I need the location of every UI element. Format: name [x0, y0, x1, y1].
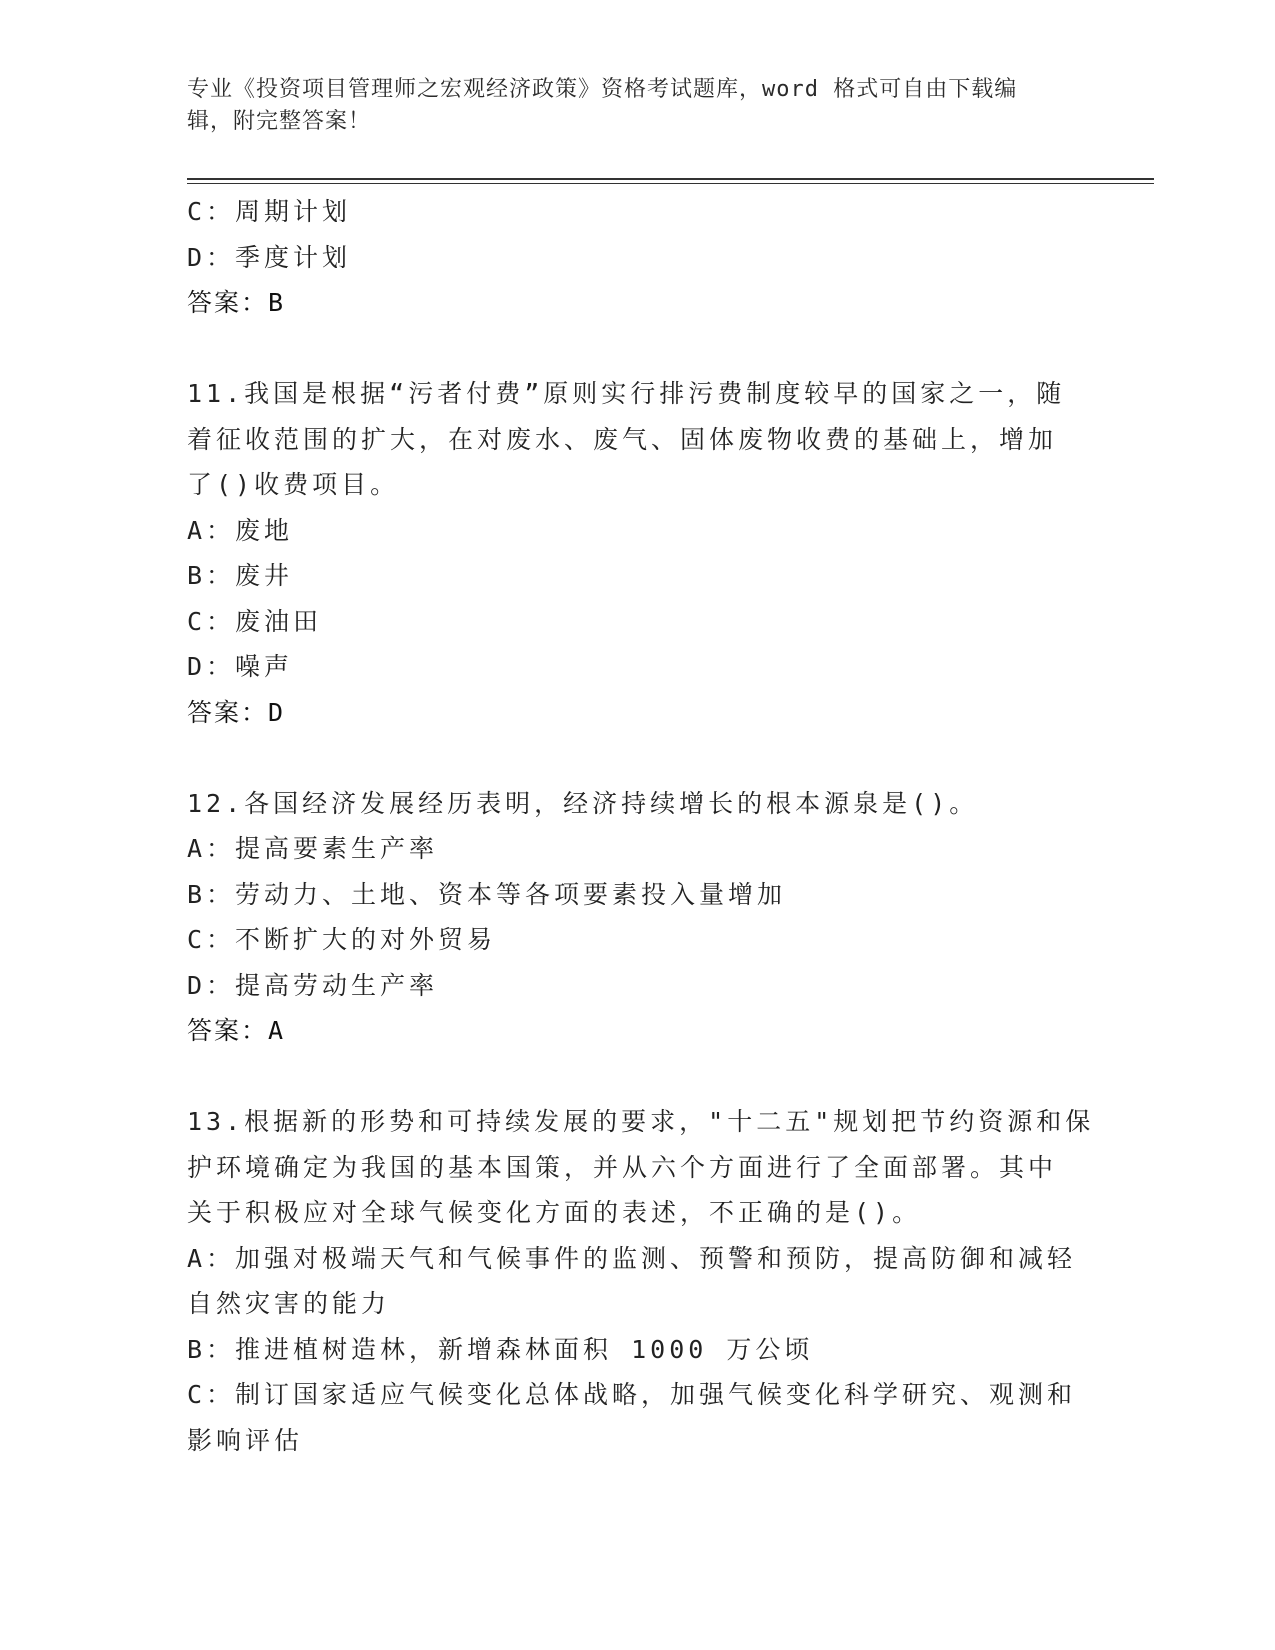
- option-a: A：加强对极端天气和气候事件的监测、预警和预防，提高防御和减轻: [187, 1243, 1077, 1273]
- question-stem: 了()收费项目。: [187, 470, 400, 499]
- page-header: [187, 74, 1087, 138]
- answer-value: D: [268, 697, 286, 727]
- option-b: B：废井: [187, 561, 294, 590]
- option-a-continued: 自然灾害的能力: [187, 1289, 391, 1318]
- question-13: [187, 1099, 1095, 1463]
- answer-line: [187, 280, 1087, 326]
- option-c: C：不断扩大的对外贸易: [187, 925, 497, 954]
- question-stem: 关于积极应对全球气候变化方面的表述，不正确的是()。: [187, 1198, 922, 1227]
- answer-label: 答案：: [187, 697, 269, 727]
- question-stem: 护环境确定为我国的基本国策，并从六个方面进行了全面部署。其中: [187, 1152, 1058, 1182]
- spacer: [187, 735, 1087, 781]
- option-d: D：提高劳动生产率: [187, 970, 439, 1000]
- option-b: B：推进植树造林，新增森林面积 1000 万公顷: [187, 1334, 814, 1364]
- option-c: C：周期计划: [187, 197, 352, 226]
- question-10-tail: [187, 189, 1087, 326]
- question-12: [187, 781, 1087, 1054]
- option-a: A：废地: [187, 515, 294, 545]
- question-stem: 12.各国经济发展经历表明，经济持续增长的根本源泉是()。: [187, 788, 979, 818]
- answer-line: [187, 690, 1087, 736]
- option-c: C：制订国家适应气候变化总体战略，加强气候变化科学研究、观测和: [187, 1380, 1077, 1409]
- option-d: D：季度计划: [187, 242, 352, 272]
- document-body: [187, 189, 1095, 1463]
- answer-label: 答案：: [187, 1016, 269, 1045]
- header-line: 专业《投资项目管理师之宏观经济政策》资格考试题库，word 格式可自由下载编: [187, 77, 1018, 102]
- answer-value: B: [268, 288, 286, 317]
- answer-line: [187, 1008, 1087, 1054]
- header-line: 辑，附完整答案！: [187, 109, 372, 134]
- answer-value: A: [268, 1016, 286, 1045]
- answer-label: 答案：: [187, 288, 269, 317]
- spacer: [187, 1054, 1087, 1100]
- option-d: D：噪声: [187, 652, 294, 681]
- option-c: C：废油田: [187, 606, 323, 636]
- question-stem: 13.根据新的形势和可持续发展的要求，"十二五"规划把节约资源和保: [187, 1107, 1095, 1136]
- option-b: B：劳动力、土地、资本等各项要素投入量增加: [187, 879, 787, 909]
- header-divider-thin: [187, 183, 1154, 184]
- option-c-continued: 影响评估: [187, 1425, 304, 1455]
- question-stem: 着征收范围的扩大，在对废水、废气、固体废物收费的基础上，增加: [187, 424, 1058, 454]
- question-stem: 11.我国是根据“污者付费”原则实行排污费制度较早的国家之一，随: [187, 379, 1066, 408]
- spacer: [187, 326, 1087, 372]
- header-divider: [187, 178, 1154, 180]
- question-11: [187, 371, 1087, 735]
- option-a: A：提高要素生产率: [187, 834, 439, 863]
